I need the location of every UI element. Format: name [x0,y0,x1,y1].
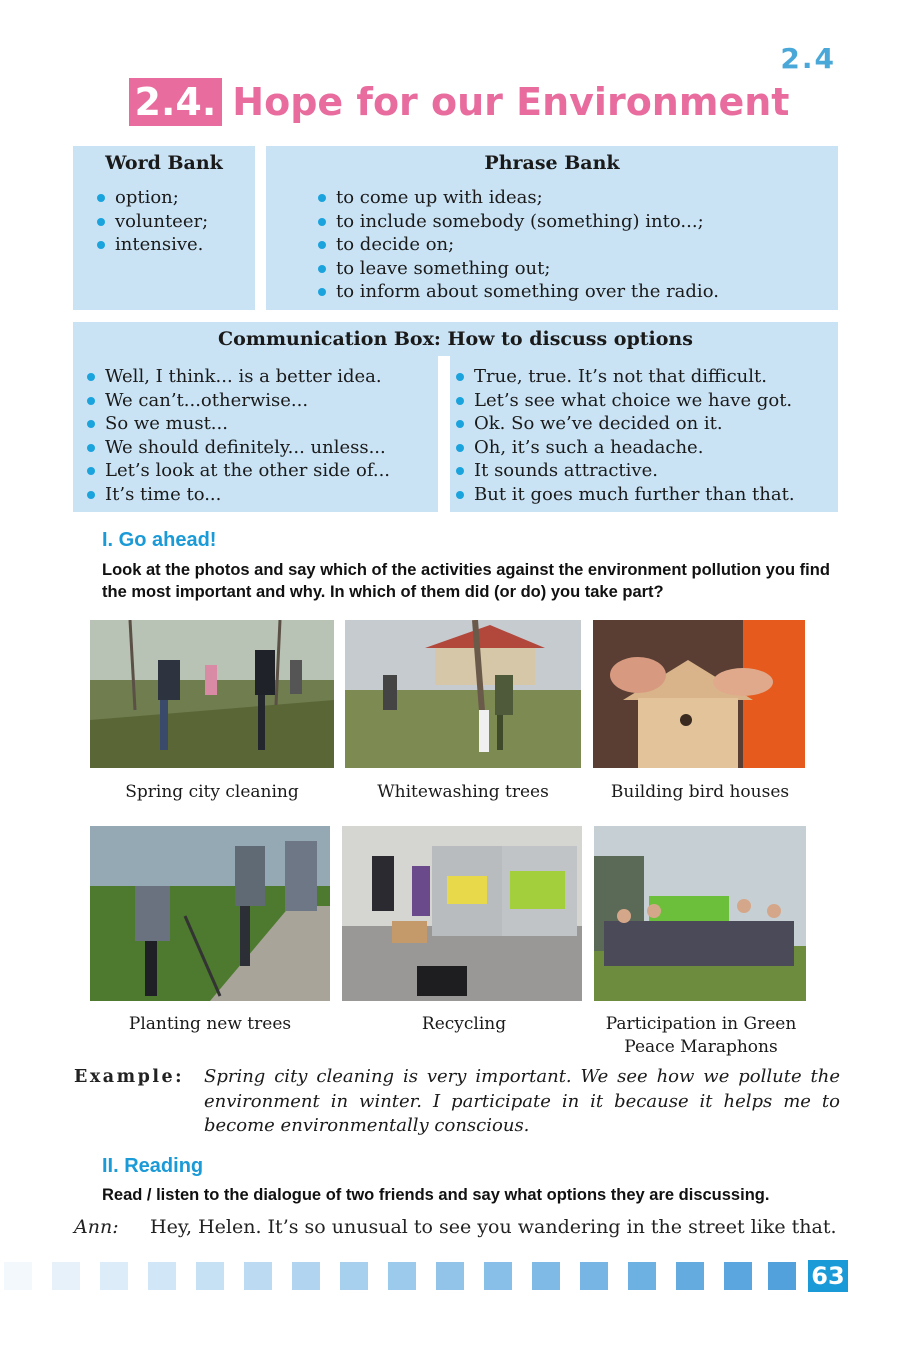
word-bank-item: volunteer; [95,210,255,234]
footer-decor-square [148,1262,176,1290]
phrase-bank-title: Phrase Bank [484,152,620,174]
caption-planting-trees: Planting new trees [128,1014,292,1034]
corner-section-code: 2.4 [780,42,836,75]
photo-recycling [342,826,582,1001]
bullet-icon [97,218,105,226]
caption-recycling: Recycling [421,1014,507,1034]
bullet-icon [97,241,105,249]
communication-phrase: We should definitely... unless... [85,436,438,460]
photo-spring-cleaning [90,620,334,768]
phrase-bank-list [316,186,838,304]
communication-phrase: Well, I think... is a better idea. [85,365,438,389]
dialogue-line: Hey, Helen. It’s so unusual to see you wandering in the street like that. [150,1216,837,1238]
footer-decor-square [244,1262,272,1290]
photo-planting-trees [90,826,330,1001]
bullet-icon [456,491,464,499]
communication-box-header [73,322,838,356]
communication-phrase: But it goes much further than that. [454,483,838,507]
phrase-bank-item: to decide on; [316,233,838,257]
bullet-icon [87,420,95,428]
footer-decor-square [436,1262,464,1290]
caption-spring-cleaning: Spring city cleaning [125,782,299,802]
example-label: Example: [74,1067,185,1087]
footer-decor-square [292,1262,320,1290]
bullet-icon [318,218,326,226]
footer-decor-square [484,1262,512,1290]
communication-right-list [454,365,838,506]
bullet-icon [87,444,95,452]
communication-phrase: So we must... [85,412,438,436]
word-bank-list [95,186,255,257]
bullet-icon [318,241,326,249]
caption-whitewashing-trees: Whitewashing trees [377,782,549,802]
phrase-bank-item: to leave something out; [316,257,838,281]
communication-phrase: Oh, it’s such a headache. [454,436,838,460]
bullet-icon [456,467,464,475]
communication-phrase: It sounds attractive. [454,459,838,483]
bullet-icon [456,420,464,428]
footer-decor-square [768,1262,796,1290]
word-bank-title: Word Bank [105,152,223,174]
phrase-bank-item: to inform about something over the radio. [316,280,838,304]
communication-phrase: True, true. It’s not that difficult. [454,365,838,389]
footer-decor-square [4,1262,32,1290]
bullet-icon [456,397,464,405]
communication-phrase: We can’t...otherwise... [85,389,438,413]
section-go-ahead-instruction: Look at the photos and say which of the activities against the environment pollution you find the most important and why. In which of them did (or do) you take part? [102,561,830,601]
communication-phrase: Ok. So we’ve decided on it. [454,412,838,436]
footer-decor-square [388,1262,416,1290]
footer-decor-square [724,1262,752,1290]
bullet-icon [456,373,464,381]
footer-decor-square [196,1262,224,1290]
bullet-icon [87,397,95,405]
section-go-ahead-heading: I. Go ahead! [102,529,217,551]
lesson-title-row [0,78,918,126]
communication-box-right [450,356,838,512]
communication-phrase: Let’s see what choice we have got. [454,389,838,413]
phrase-bank-item: to include somebody (something) into...; [316,210,838,234]
communication-left-list [85,365,438,506]
footer-decor-square [628,1262,656,1290]
footer-decor-square [52,1262,80,1290]
caption-bird-houses: Building bird houses [610,782,790,802]
bullet-icon [87,373,95,381]
word-bank-item: intensive. [95,233,255,257]
bullet-icon [87,491,95,499]
example-text: Spring city cleaning is very important. We see how we pollute the environment in winter. I participate in it because it helps me to become environmentally conscious. [204,1066,840,1136]
communication-phrase: Let’s look at the other side of... [85,459,438,483]
lesson-number-badge: 2.4. [129,78,223,126]
bullet-icon [97,194,105,202]
word-bank-box [73,146,255,310]
section-reading-heading: II. Reading [102,1155,204,1177]
footer-decor-square [676,1262,704,1290]
communication-box-left [73,356,438,512]
word-bank-item: option; [95,186,255,210]
dialogue-speaker: Ann: [74,1216,119,1238]
footer-decor-square [340,1262,368,1290]
footer-decor-square [100,1262,128,1290]
photo-bird-houses [593,620,805,768]
footer-decor-square [580,1262,608,1290]
bullet-icon [87,467,95,475]
phrase-bank-item: to come up with ideas; [316,186,838,210]
bullet-icon [318,265,326,273]
phrase-bank-box [266,146,838,310]
section-reading-instruction: Read / listen to the dialogue of two friends and say what options they are discussing. [102,1186,770,1204]
bullet-icon [456,444,464,452]
bullet-icon [318,288,326,296]
bullet-icon [318,194,326,202]
caption-green-peace: Participation in Green Peace Maraphons [605,1014,797,1057]
photo-green-peace-marathon [594,826,806,1001]
communication-box-title: Communication Box: How to discuss options [218,328,693,350]
footer-decor-square [532,1262,560,1290]
page-number: 63 [808,1260,848,1292]
communication-phrase: It’s time to... [85,483,438,507]
photo-whitewashing-trees [345,620,581,768]
lesson-title: Hope for our Environment [232,80,790,124]
